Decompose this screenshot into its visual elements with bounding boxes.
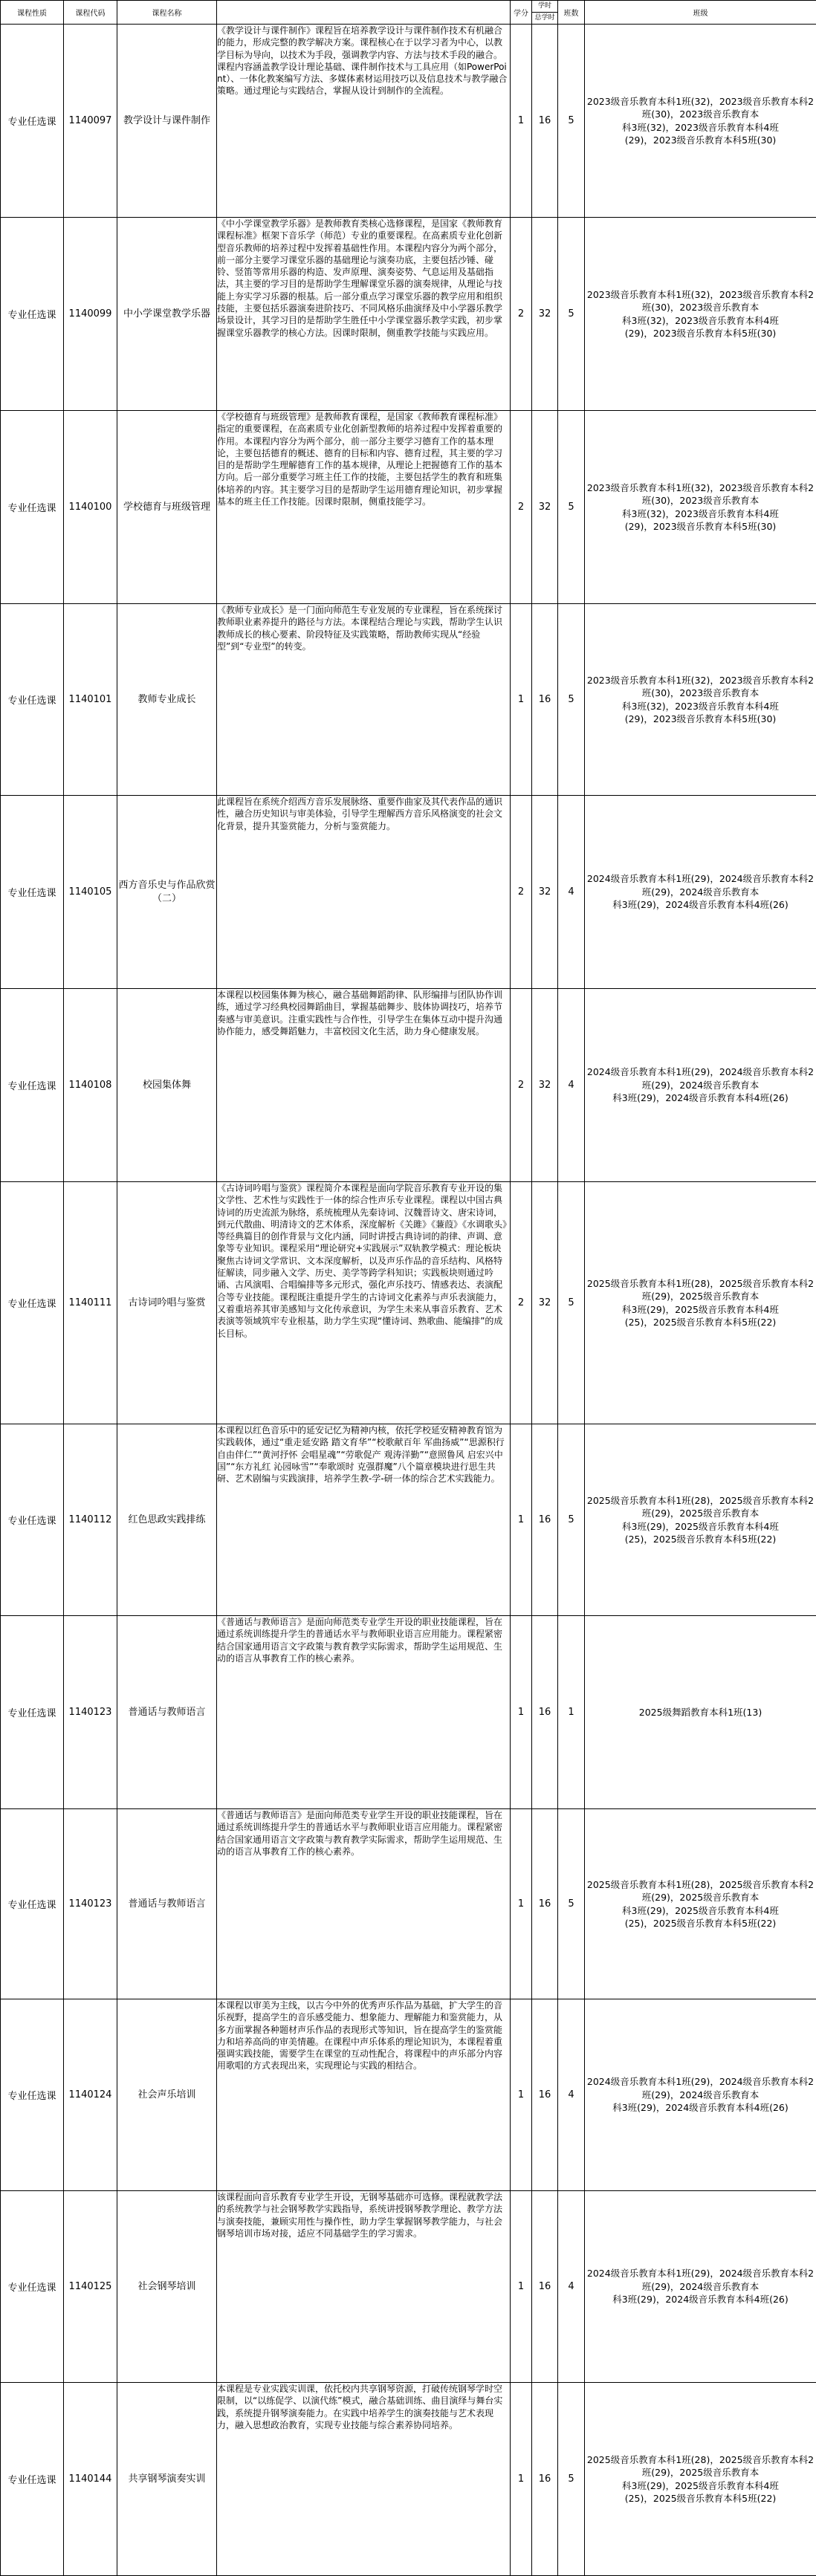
credit-cell: 1 — [511, 2383, 532, 2576]
class-list-line: 科3班(29)，2024级音乐教育本科4班(26) — [585, 2293, 816, 2306]
header-desc — [217, 1, 511, 25]
course-description-cell: 本课程是专业实践实训课，依托校内共享钢琴资源，打破传统钢琴学时空限制，以“以练促学、以演代练”模式，融合基础训练、曲目演绎与舞台实践，系统提升钢琴演奏能力。在实践中培养学生的演奏技能与艺术表现力，融入思想政治教育，实现专业技能与综合素养协同培养。 — [217, 2383, 511, 2576]
class-count-cell: 5 — [558, 25, 585, 218]
course-name-cell: 教学设计与课件制作 — [117, 25, 217, 218]
class-list-line: (25)，2025级音乐教育本科5班(22) — [585, 1316, 816, 1329]
course-code-cell: 1140108 — [64, 989, 117, 1182]
class-list-line: 2025级音乐教育本科1班(28)，2025级音乐教育本科2班(29)，2025级音乐教育本 — [585, 1277, 816, 1303]
class-list-cell — [585, 2383, 816, 2576]
course-description-cell: 本课程以校园集体舞为核心，融合基础舞蹈韵律、队形编排与团队协作训练，通过学习经典校园舞蹈曲目，掌握基础舞步、肢体协调技巧，培养节奏感与审美意识。注重实践性与合作性，引导学生在集体互动中提升沟通协作能力，感受舞蹈魅力，丰富校园文化生活，助力身心健康发展。 — [217, 989, 511, 1182]
credit-cell: 2 — [511, 1182, 532, 1424]
course-nature-cell: 专业任选课 — [1, 411, 64, 604]
total-hours-cell: 16 — [532, 1809, 558, 1999]
course-name-cell: 共享钢琴演奏实训 — [117, 2383, 217, 2576]
course-name-cell: 校园集体舞 — [117, 989, 217, 1182]
class-list-line: 2024级音乐教育本科1班(29)，2024级音乐教育本科2班(29)，2024级音乐教育本 — [585, 2267, 816, 2293]
class-count-cell: 5 — [558, 2383, 585, 2576]
credit-cell: 2 — [511, 796, 532, 989]
class-list-line: 2024级音乐教育本科1班(29)，2024级音乐教育本科2班(29)，2024级音乐教育本 — [585, 1065, 816, 1091]
table-row — [1, 2383, 816, 2576]
table-row — [1, 25, 816, 218]
course-nature-cell: 专业任选课 — [1, 25, 64, 218]
class-list-line: (25)，2025级音乐教育本科5班(22) — [585, 1917, 816, 1930]
class-list-line: 科3班(32)，2023级音乐教育本科4班 — [585, 121, 816, 134]
header-credit: 学分 — [511, 1, 532, 25]
class-list-cell — [585, 1616, 816, 1809]
course-nature-cell: 专业任选课 — [1, 1182, 64, 1424]
table-row — [1, 989, 816, 1182]
course-name-cell: 普通话与教师语言 — [117, 1616, 217, 1809]
total-hours-cell: 32 — [532, 218, 558, 411]
class-list-line: (29)，2023级音乐教育本科5班(30) — [585, 520, 816, 533]
course-nature-cell: 专业任选课 — [1, 2191, 64, 2383]
table-row — [1, 411, 816, 604]
course-name-cell: 学校德育与班级管理 — [117, 411, 217, 604]
class-list-line: 2023级音乐教育本科1班(32)，2023级音乐教育本科2班(30)，2023级音乐教育本 — [585, 288, 816, 314]
table-row — [1, 218, 816, 411]
header-hours-group: 学时 — [532, 1, 558, 13]
class-list-line: (25)，2025级音乐教育本科5班(22) — [585, 1533, 816, 1546]
table-row — [1, 604, 816, 796]
course-description-cell: 《古诗词吟唱与鉴赏》课程简介本课程是面向学院音乐教育专业开设的集文学性、艺术性与实践性于一体的综合性声乐专业课程。课程以中国古典诗词的历史流派为脉络，系统梳理从先秦诗词、汉魏晋诗文、唐宋诗词，到元代散曲、明清诗文的艺术体系，深度解析《关雎》《蒹葭》《水调歌头》等经典篇目的创作背景与文化内涵，同时讲授古典诗词的韵律、声调、意象等专业知识。课程采用“理论研究+实践展示”双轨教学模式：理论板块聚焦古诗词文学常识、文本深度解析，以及声乐作品的音乐结构、风格特征解读，同步融入文学、历史、美学等跨学科知识；实践板块则通过吟诵、古风演唱、合唱编排等多元形式，强化声乐技巧、情感表达、表演配合等专业技能。课程既注重提升学生的古诗词文化素养与声乐表演能力，又着重培养其审美感知与文化传承意识，为学生未来从事音乐教育、艺术表演等领域筑牢专业根基，助力学生实现“懂诗词、熟歌曲、能编排”的成长目标。 — [217, 1182, 511, 1424]
total-hours-cell: 16 — [532, 2383, 558, 2576]
header-class-list: 班级 — [585, 1, 816, 25]
class-list-line: 2025级舞蹈教育本科1班(13) — [585, 1706, 816, 1719]
course-name-cell: 普通话与教师语言 — [117, 1809, 217, 1999]
class-list-line: 2025级音乐教育本科1班(28)，2025级音乐教育本科2班(29)，2025级音乐教育本 — [585, 2453, 816, 2479]
credit-cell: 2 — [511, 989, 532, 1182]
class-list-cell — [585, 1182, 816, 1424]
course-name-cell: 教师专业成长 — [117, 604, 217, 796]
course-code-cell: 1140144 — [64, 2383, 117, 2576]
table-row — [1, 1809, 816, 1999]
class-count-cell: 5 — [558, 1424, 585, 1616]
class-list-cell — [585, 411, 816, 604]
course-code-cell: 1140100 — [64, 411, 117, 604]
class-list-line: 2023级音乐教育本科1班(32)，2023级音乐教育本科2班(30)，2023级音乐教育本 — [585, 674, 816, 700]
course-name-cell: 社会声乐培训 — [117, 1999, 217, 2191]
total-hours-cell: 16 — [532, 1616, 558, 1809]
header-classes: 班数 — [558, 1, 585, 25]
course-code-cell: 1140123 — [64, 1616, 117, 1809]
class-list-line: 科3班(29)，2024级音乐教育本科4班(26) — [585, 2101, 816, 2115]
total-hours-cell: 16 — [532, 1424, 558, 1616]
class-list-cell — [585, 1424, 816, 1616]
class-list-line: 科3班(29)，2025级音乐教育本科4班 — [585, 1904, 816, 1918]
class-list-line: 2024级音乐教育本科1班(29)，2024级音乐教育本科2班(29)，2024级音乐教育本 — [585, 2075, 816, 2101]
class-count-cell: 5 — [558, 1809, 585, 1999]
course-nature-cell: 专业任选课 — [1, 1999, 64, 2191]
course-description-cell: 《教师专业成长》是一门面向师范生专业发展的专业课程，旨在系统探讨教师职业素养提升的路径与方法。本课程结合理论与实践，帮助学生认识教师成长的核心要素、阶段特征及实践策略，帮助教师实现从“经验型”到“专业型”的转变。 — [217, 604, 511, 796]
class-list-cell — [585, 1999, 816, 2191]
course-code-cell: 1140112 — [64, 1424, 117, 1616]
class-list-cell — [585, 25, 816, 218]
course-description-cell: 此课程旨在系统介绍西方音乐发展脉络、重要作曲家及其代表作品的通识性，融合历史知识与审美体验，引导学生理解西方音乐风格演变的社会文化背景，提升其鉴赏能力，分析与鉴赏能力。 — [217, 796, 511, 989]
class-count-cell: 1 — [558, 1616, 585, 1809]
class-list-cell — [585, 604, 816, 796]
course-nature-cell: 专业任选课 — [1, 796, 64, 989]
class-list-line: 2025级音乐教育本科1班(28)，2025级音乐教育本科2班(29)，2025级音乐教育本 — [585, 1878, 816, 1904]
course-description-cell: 本课程以审美为主线，以古今中外的优秀声乐作品为基础，扩大学生的音乐视野，提高学生的音乐感受能力、想象能力、理解能力和鉴赏能力，从多方面掌握各种题材声乐作品的表现形式等知识，旨在提高学生的鉴赏能力和培养高尚的审美情趣。在课程中声乐体系的理论知识为，本课程着重强调实践技能，需要学生在课堂的互动性配合，将课程中的声乐部分内容用歌唱的方式表现出来，实现理论与实践的相结合。 — [217, 1999, 511, 2191]
class-list-cell — [585, 796, 816, 989]
total-hours-cell: 16 — [532, 2191, 558, 2383]
course-code-cell: 1140099 — [64, 218, 117, 411]
credit-cell: 1 — [511, 1424, 532, 1616]
course-code-cell: 1140097 — [64, 25, 117, 218]
table-row — [1, 2191, 816, 2383]
credit-cell: 1 — [511, 1809, 532, 1999]
class-list-line: 科3班(32)，2023级音乐教育本科4班 — [585, 314, 816, 328]
course-code-cell: 1140123 — [64, 1809, 117, 1999]
header-name: 课程名称 — [117, 1, 217, 25]
class-count-cell: 4 — [558, 989, 585, 1182]
total-hours-cell: 16 — [532, 604, 558, 796]
course-nature-cell: 专业任选课 — [1, 1809, 64, 1999]
course-code-cell: 1140105 — [64, 796, 117, 989]
class-list-cell — [585, 989, 816, 1182]
class-list-line: (25)，2025级音乐教育本科5班(22) — [585, 2492, 816, 2505]
class-count-cell: 5 — [558, 1182, 585, 1424]
total-hours-cell: 32 — [532, 989, 558, 1182]
course-nature-cell: 专业任选课 — [1, 2383, 64, 2576]
class-list-line: 科3班(29)，2025级音乐教育本科4班 — [585, 1303, 816, 1317]
class-list-cell — [585, 2191, 816, 2383]
course-code-cell: 1140101 — [64, 604, 117, 796]
class-list-line: 科3班(29)，2025级音乐教育本科4班 — [585, 2479, 816, 2493]
class-list-line: (29)，2023级音乐教育本科5班(30) — [585, 134, 816, 147]
class-count-cell: 4 — [558, 796, 585, 989]
class-list-line: 2025级音乐教育本科1班(28)，2025级音乐教育本科2班(29)，2025级音乐教育本 — [585, 1494, 816, 1520]
course-description-cell: 本课程以红色音乐中的延安记忆为精神内核，依托学校延安精神教育馆为实践载体，通过“重走延安路 踏文育华”“校歌献百年 军曲扬威”“思源积行 自由伴仁”“黄河抒怀 会唱星魂”“劳歌促产 观涛洋勤”“意照鲁风 启宏兴中国”“东方礼红 沁园咏雪”“奉歌颂时 克强群魔”八个篇章模块进行思生共研、艺术剧编与实践演排，培养学生教-学-研一体的综合艺术实践能力。 — [217, 1424, 511, 1616]
credit-cell: 1 — [511, 25, 532, 218]
course-description-cell: 《教学设计与课件制作》课程旨在培养教学设计与课件制作技术有机融合的能力，形成完整的教学解决方案。课程核心在于以学习者为中心，以教学目标为导向，以技术为手段，强调教学内容、方法与技术手段的融合。课程内容涵盖教学设计理论基础、课件制作技术与工具应用（如PowerPoint）、一体化教案编写方法、多媒体素材运用技巧以及信息技术与教学融合策略。通过理论与实践结合，掌握从设计到制作的全流程。 — [217, 25, 511, 218]
course-code-cell: 1140124 — [64, 1999, 117, 2191]
header-total-hours: 总学时 — [532, 13, 558, 25]
course-description-cell: 《中小学课堂教学乐器》是教师教育类核心选修课程，是国家《教师教育课程标准》框架下音乐学（师范）专业的重要课程。在高素质专业化创新型音乐教师的培养过程中发挥着基础性作用。本课程内容分为两个部分，前一部分主要学习课堂乐器的基础理论与演奏功底，主要包括沙锤、碰铃、竖笛等常用乐器的构造、发声原理、演奏姿势、气息运用及基础指法，其主要的学习目的是帮助学生理解课堂乐器的演奏规律，从理论与技能上夯实学习乐器的根基。后一部分重点学习课堂乐器的教学应用和组织技能，主要包括乐器演奏进阶技巧、不同风格乐曲演绎及中小学器乐教学场景设计，其学习目的是帮助学生胜任中小学课堂器乐教学实践，初步掌握课堂乐器教学的核心方法。因课时限制，侧重教学技能与实践应用。 — [217, 218, 511, 411]
header-nature: 课程性质 — [1, 1, 64, 25]
course-code-cell: 1140125 — [64, 2191, 117, 2383]
course-nature-cell: 专业任选课 — [1, 1616, 64, 1809]
course-nature-cell: 专业任选课 — [1, 218, 64, 411]
table-row — [1, 796, 816, 989]
credit-cell: 1 — [511, 604, 532, 796]
course-description-cell: 《普通话与教师语言》是面向师范类专业学生开设的职业技能课程，旨在通过系统训练提升学生的普通话水平与教师职业语言应用能力。课程紧密结合国家通用语言文字政策与教育教学实际需求，帮助学生运用规范、生动的语言从事教育工作的核心素养。 — [217, 1809, 511, 1999]
header-row — [1, 1, 816, 13]
course-name-cell: 西方音乐史与作品欣赏（二） — [117, 796, 217, 989]
class-list-line: 科3班(29)，2024级音乐教育本科4班(26) — [585, 898, 816, 912]
table-row — [1, 1424, 816, 1616]
table-row — [1, 1616, 816, 1809]
class-list-cell — [585, 218, 816, 411]
course-nature-cell: 专业任选课 — [1, 1424, 64, 1616]
total-hours-cell: 16 — [532, 25, 558, 218]
table-row — [1, 1182, 816, 1424]
class-list-line: 科3班(32)，2023级音乐教育本科4班 — [585, 700, 816, 713]
class-list-line: 2023级音乐教育本科1班(32)，2023级音乐教育本科2班(30)，2023级音乐教育本 — [585, 481, 816, 507]
course-description-cell: 该课程面向音乐教育专业学生开设，无钢琴基础亦可选修。课程就教学法的系统教学与社会钢琴教学实践指导，系统讲授钢琴教学理论、教学方法与演奏技能，兼顾实用性与操作性，助力学生掌握钢琴教学能力，与社会钢琴培训市场对接，适应不同基础学生的学习需求。 — [217, 2191, 511, 2383]
class-list-line: 2023级音乐教育本科1班(32)，2023级音乐教育本科2班(30)，2023级音乐教育本 — [585, 95, 816, 121]
class-count-cell: 5 — [558, 218, 585, 411]
credit-cell: 2 — [511, 411, 532, 604]
class-list-line: 科3班(29)，2024级音乐教育本科4班(26) — [585, 1091, 816, 1105]
total-hours-cell: 16 — [532, 1999, 558, 2191]
table-row — [1, 1999, 816, 2191]
course-name-cell: 红色思政实践排练 — [117, 1424, 217, 1616]
header-code: 课程代码 — [64, 1, 117, 25]
course-nature-cell: 专业任选课 — [1, 989, 64, 1182]
class-list-line: 科3班(32)，2023级音乐教育本科4班 — [585, 507, 816, 521]
class-count-cell: 5 — [558, 411, 585, 604]
class-count-cell: 4 — [558, 2191, 585, 2383]
class-list-cell — [585, 1809, 816, 1999]
class-list-line: (29)，2023级音乐教育本科5班(30) — [585, 713, 816, 726]
credit-cell: 1 — [511, 2191, 532, 2383]
total-hours-cell: 32 — [532, 1182, 558, 1424]
course-nature-cell: 专业任选课 — [1, 604, 64, 796]
course-description-cell: 《学校德育与班级管理》是教师教育课程，是国家《教师教育课程标准》指定的重要课程，在高素质专业化创新型教师的培养过程中发挥着重要的作用。本课程内容分为两个部分，前一部分主要学习德育工作的基本理论，主要包括德育的概述、德育的目标和内容、德育过程，其主要的学习目的是帮助学生理解德育工作的基本规律，从理论上把握德育工作的基本方向。后一部分重要学习班主任工作的技能，主要包括学生的教育和班集体培养的内容。其主要学习目的是帮助学生运用德育理论知识，初步掌握基本的班主任工作技能。因课时限制，侧重技能学习。 — [217, 411, 511, 604]
class-list-line: 2024级音乐教育本科1班(29)，2024级音乐教育本科2班(29)，2024级音乐教育本 — [585, 872, 816, 898]
class-count-cell: 4 — [558, 1999, 585, 2191]
total-hours-cell: 32 — [532, 796, 558, 989]
class-count-cell: 5 — [558, 604, 585, 796]
course-name-cell: 古诗词吟唱与鉴赏 — [117, 1182, 217, 1424]
course-code-cell: 1140111 — [64, 1182, 117, 1424]
class-list-line: (29)，2023级音乐教育本科5班(30) — [585, 327, 816, 340]
course-name-cell: 社会钢琴培训 — [117, 2191, 217, 2383]
credit-cell: 1 — [511, 1999, 532, 2191]
course-name-cell: 中小学课堂教学乐器 — [117, 218, 217, 411]
credit-cell: 2 — [511, 218, 532, 411]
credit-cell: 1 — [511, 1616, 532, 1809]
course-description-cell: 《普通话与教师语言》是面向师范类专业学生开设的职业技能课程，旨在通过系统训练提升学生的普通话水平与教师职业语言应用能力。课程紧密结合国家通用语言文字政策与教育教学实际需求，帮助学生运用规范、生动的语言从事教育工作的核心素养。 — [217, 1616, 511, 1809]
total-hours-cell: 32 — [532, 411, 558, 604]
class-list-line: 科3班(29)，2025级音乐教育本科4班 — [585, 1520, 816, 1534]
